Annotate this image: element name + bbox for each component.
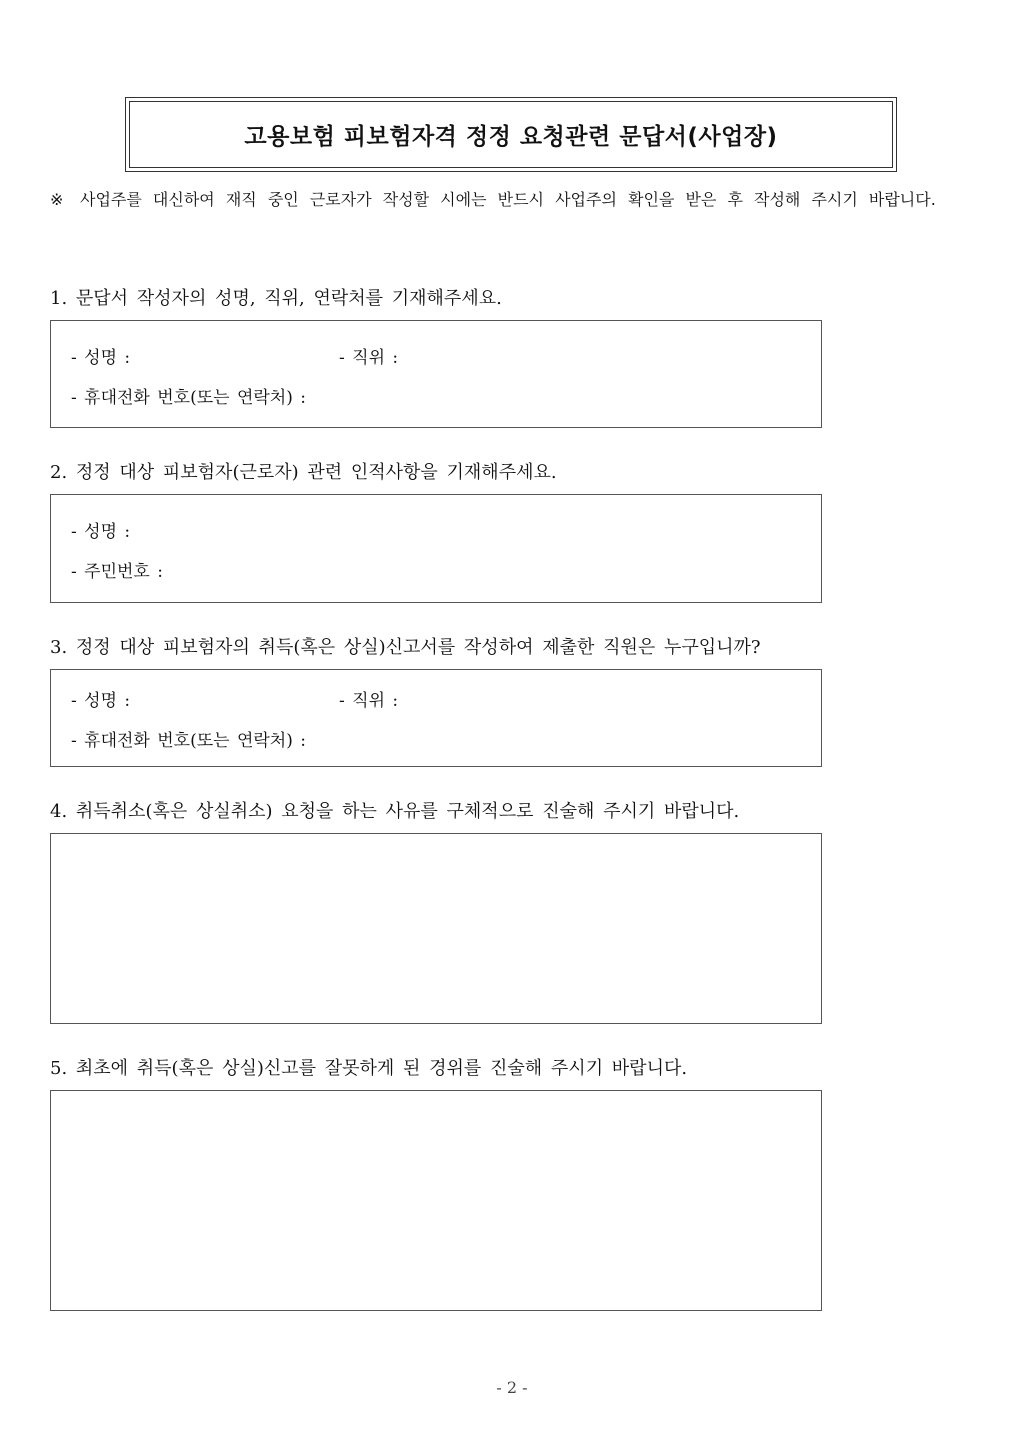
field-resident-number: - 주민번호 : — [71, 562, 163, 582]
answer-box-2[interactable] — [50, 494, 822, 603]
notice-text: 사업주를 대신하여 재직 중인 근로자가 작성할 시에는 반드시 사업주의 확인을 받은 후 작성해 주시기 바랍니다. — [80, 190, 936, 209]
question-4-label: 4. 취득취소(혹은 상실취소) 요청을 하는 사유를 구체적으로 진술해 주시기 바랍니다. — [50, 801, 740, 822]
question-3-label: 3. 정정 대상 피보험자의 취득(혹은 상실)신고서를 작성하여 제출한 직원은 누구입니까? — [50, 637, 761, 658]
page-number: - 2 - — [496, 1378, 528, 1397]
notice-mark: ※ — [50, 190, 64, 209]
notice — [50, 186, 980, 214]
field-position: - 직위 : — [339, 348, 399, 368]
question-5-label: 5. 최초에 취득(혹은 상실)신고를 잘못하게 된 경위를 진술해 주시기 바랍니다. — [50, 1058, 688, 1079]
field-phone: - 휴대전화 번호(또는 연락처) : — [71, 388, 306, 408]
field-name: - 성명 : — [71, 522, 131, 542]
title-inner-border — [129, 101, 893, 168]
field-name: - 성명 : — [71, 691, 131, 711]
question-1-label: 1. 문답서 작성자의 성명, 직위, 연락처를 기재해주세요. — [50, 288, 502, 309]
page-title: 고용보험 피보험자격 정정 요청관련 문답서(사업장) — [244, 124, 778, 150]
question-2-label: 2. 정정 대상 피보험자(근로자) 관련 인적사항을 기재해주세요. — [50, 462, 557, 483]
field-name: - 성명 : — [71, 348, 131, 368]
answer-box-3[interactable] — [50, 669, 822, 767]
field-phone: - 휴대전화 번호(또는 연락처) : — [71, 731, 306, 751]
answer-box-5[interactable] — [50, 1090, 822, 1311]
title-box — [125, 97, 897, 172]
answer-box-4[interactable] — [50, 833, 822, 1024]
answer-box-1[interactable] — [50, 320, 822, 428]
field-position: - 직위 : — [339, 691, 399, 711]
